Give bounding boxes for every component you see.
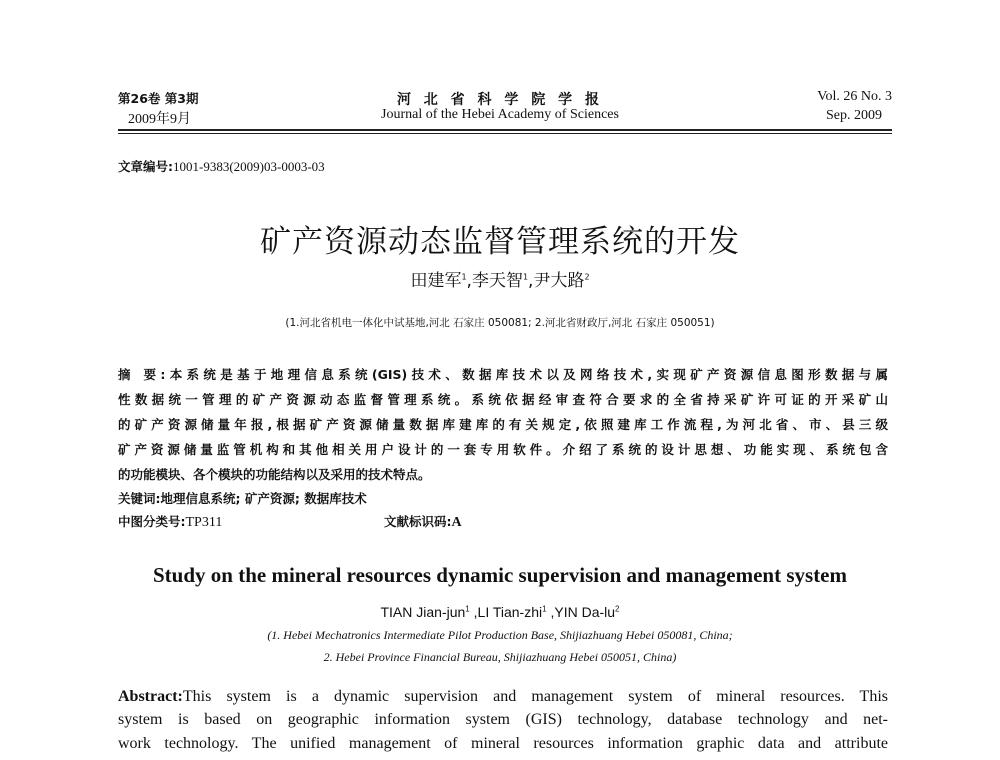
classification: [118, 512, 222, 531]
journal-title-cn: 河 北 省 科 学 院 学 报: [396, 92, 604, 108]
article-number: [118, 157, 325, 175]
abstract-en-line: system is based on geographic information system (GIS) technology, database technology and net-: [118, 711, 888, 728]
abstract-en-label: Abstract:: [118, 688, 183, 705]
date-cn: 2009年9月: [128, 112, 191, 127]
date-en: Sep. 2009: [826, 108, 882, 123]
doc-code-label: 文献标识码:: [384, 514, 452, 529]
abstract-cn-line: [118, 365, 888, 383]
article-number-label: 文章编号:: [118, 159, 173, 174]
header-rule-thin: [118, 133, 892, 134]
author-sup: 2: [584, 272, 590, 282]
doc-code-value: A: [451, 515, 462, 530]
author-sup: 1: [465, 604, 470, 614]
affiliation-en-line: 2. Hebei Province Financial Bureau, Shijiazhuang Hebei 050051, China): [323, 650, 677, 664]
affiliation-en-line: (1. Hebei Mechatronics Intermediate Pilot Production Base, Shijiazhuang Hebei 050081, China;: [267, 628, 733, 642]
title-en: Study on the mineral resources dynamic supervision and management system: [153, 563, 847, 587]
article-number-value: 1001-9383(2009)03-0003-03: [173, 159, 325, 174]
abstract-en-line: [118, 688, 888, 706]
author-sup: 1: [522, 272, 529, 282]
abstract-cn-line: 性数据统一管理的矿产资源动态监督管理系统。系统依据经审查符合要求的全省持采矿许可证的开采矿山: [118, 392, 888, 407]
volume-issue-en: Vol. 26 No. 3: [817, 89, 892, 104]
authors-cn: [0, 266, 1000, 291]
title-cn: 矿产资源动态监督管理系统的开发: [260, 224, 740, 260]
author-name: ,LI Tian-zhi: [469, 604, 543, 620]
author-sup: 1: [542, 604, 547, 614]
author-name: ,YIN Da-lu: [546, 604, 616, 620]
abstract-cn-label: 摘 要:: [118, 367, 166, 382]
abstract-cn-text: 本系统是基于地理信息系统(GIS)技术、数据库技术以及网络技术,实现矿产资源信息图形数据与属: [165, 367, 888, 382]
classification-value: TP311: [185, 515, 223, 530]
journal-title-en: Journal of the Hebei Academy of Sciences: [381, 107, 619, 122]
authors-en: [0, 604, 1000, 620]
author-name: ,李天智: [466, 271, 523, 291]
author-name: TIAN Jian-jun: [380, 604, 466, 620]
abstract-cn-line: 的矿产资源储量年报,根据矿产资源储量数据库建库的有关规定,依照建库工作流程,为河北省、市、县三级: [118, 417, 888, 432]
abstract-cn-line: 矿产资源储量监管机构和其他相关用户设计的一套专用软件。介绍了系统的设计思想、功能实现、系统包含: [118, 442, 888, 457]
author-name: ,尹大路: [528, 271, 585, 291]
volume-issue-cn: 第26卷 第3期: [118, 91, 199, 106]
header-rule: [118, 129, 892, 131]
author-sup: 1: [461, 272, 467, 282]
keywords-label: 关键词:: [118, 491, 161, 506]
keywords-value: 地理信息系统; 矿产资源; 数据库技术: [160, 491, 367, 506]
abstract-en-text: This system is a dynamic supervision and management system of mineral resources. This: [182, 688, 888, 705]
affiliation-cn: (1.河北省机电一体化中试基地,河北 石家庄 050081; 2.河北省财政厅,河北 石家庄 050051): [285, 317, 715, 329]
keywords-cn: [118, 489, 367, 507]
doc-code: [384, 512, 462, 531]
author-sup: 2: [615, 604, 620, 614]
classification-label: 中图分类号:: [118, 514, 186, 529]
author-name: 田建军: [410, 271, 462, 291]
abstract-en-line: work technology. The unified management of mineral resources information graphic data and attribute: [118, 735, 888, 752]
abstract-cn-line: 的功能模块、各个模块的功能结构以及采用的技术特点。: [118, 467, 431, 482]
